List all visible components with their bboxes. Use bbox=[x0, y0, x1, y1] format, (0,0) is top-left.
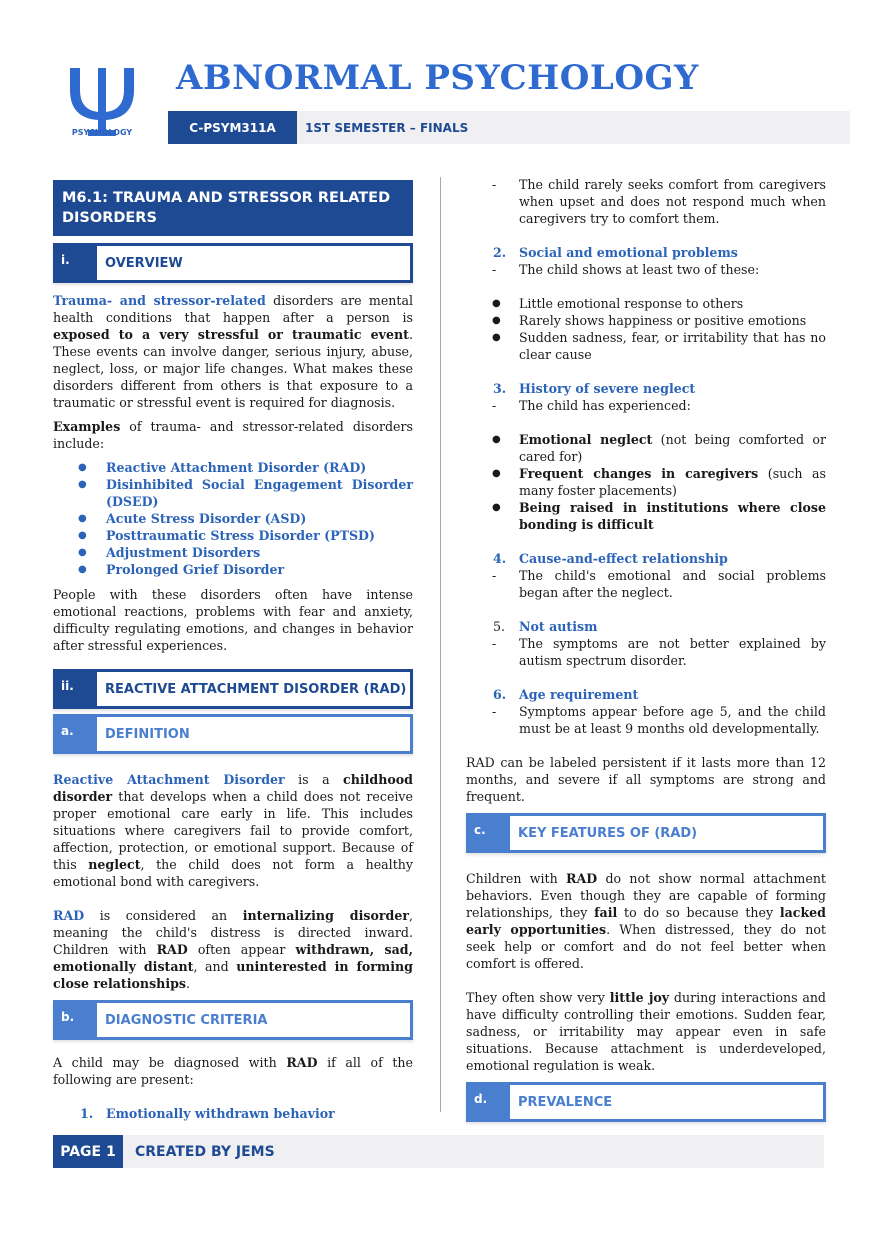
features-paragraph-2: They often show very little joy during interactions and have difficulty controlling their emotions. Sudden fear, sadness, or irritability may appear even in safe situations. Because attachment is underdeveloped, emotional regulation is weak. bbox=[466, 990, 826, 1073]
page-number: PAGE 1 bbox=[53, 1135, 123, 1168]
features-paragraph-1: Children with RAD do not show normal attachment behaviors. Even though they are capable of forming relationships, they fail to do so because they lacked early opportunities. When distressed, they do not seek help or comfort and do not feel better when comfort is offered. bbox=[466, 871, 826, 971]
section-header-overview bbox=[53, 243, 413, 283]
section-tag: ii. bbox=[53, 672, 97, 706]
list-item: ● Reactive Attachment Disorder (RAD) bbox=[78, 459, 413, 476]
overview-paragraph-2: People with these disorders often have intense emotional reactions, problems with fear and anxiety, difficulty regulating emotions, and changes in behavior after stressful experiences. bbox=[53, 587, 413, 653]
module-title: M6.1: TRAUMA AND STRESSOR RELATED DISORDERS bbox=[53, 180, 413, 236]
left-column bbox=[53, 180, 413, 1122]
criterion-3-list bbox=[466, 431, 826, 533]
semester-label: 1ST SEMESTER – FINALS bbox=[305, 120, 469, 135]
criterion-4-heading: 4. Cause-and-effect relationship bbox=[493, 551, 728, 566]
criterion-3-heading: 3. History of severe neglect bbox=[493, 381, 696, 396]
section-header-prevalence bbox=[466, 1082, 826, 1122]
definition-paragraph-1: Reactive Attachment Disorder is a childhood disorder that develops when a child does not receive proper emotional care early in life. This includes situations where caregivers fail to provide comfort, affection, protection, or emotional support. Because of this neglect, the child does not form a healthy emotional bond with caregivers. bbox=[53, 772, 413, 889]
logo-caption: PSYCHOLOGY bbox=[71, 128, 133, 137]
criterion-1-text: - The child rarely seeks comfort from caregivers when upset and does not respond much when caregivers try to comfort them. bbox=[492, 177, 826, 226]
section-header-features bbox=[466, 813, 826, 853]
column-divider bbox=[440, 177, 441, 1112]
criteria-summary: RAD can be labeled persistent if it lasts more than 12 months, and severe if all symptoms are strong and frequent. bbox=[466, 755, 826, 804]
section-tag: c. bbox=[466, 816, 510, 850]
list-item: ● Frequent changes in caregivers (such as many foster placements) bbox=[466, 465, 826, 499]
criterion-2-heading: 2. Social and emotional problems bbox=[493, 245, 738, 260]
list-item: ● Little emotional response to others bbox=[466, 295, 826, 312]
right-column bbox=[466, 176, 826, 1122]
section-header-rad bbox=[53, 669, 413, 709]
section-header-definition bbox=[53, 714, 413, 754]
course-code: C-PSYM311A bbox=[168, 111, 297, 144]
criterion-2-text: - The child shows at least two of these: bbox=[492, 262, 760, 277]
definition-paragraph-2: RAD is considered an internalizing disorder, meaning the child's distress is directed inward. Children with RAD often appear withdrawn, sad, emotionally distant, and uninterested in forming close relationships. bbox=[53, 908, 413, 991]
footer-credit: CREATED BY JEMS bbox=[135, 1143, 275, 1160]
section-title: REACTIVE ATTACHMENT DISORDER (RAD) bbox=[105, 681, 407, 697]
section-tag: a. bbox=[53, 717, 97, 751]
list-item: ● Adjustment Disorders bbox=[78, 544, 413, 561]
page-title: ABNORMAL PSYCHOLOGY bbox=[176, 58, 699, 98]
list-item: ● Emotional neglect (not being comforted or cared for) bbox=[466, 431, 826, 465]
list-item: ● Posttraumatic Stress Disorder (PTSD) bbox=[78, 527, 413, 544]
section-header-criteria bbox=[53, 1000, 413, 1040]
criterion-6-text: - Symptoms appear before age 5, and the child must be at least 9 months old developmentally. bbox=[492, 704, 826, 736]
criterion-2-list bbox=[466, 295, 826, 363]
section-tag: i. bbox=[53, 246, 97, 280]
section-title: DEFINITION bbox=[105, 726, 190, 742]
criterion-4-text: - The child's emotional and social problems began after the neglect. bbox=[492, 568, 826, 600]
criterion-5-heading: 5. Not autism bbox=[493, 619, 598, 634]
examples-intro: Examples of trauma- and stressor-related disorders include: bbox=[53, 419, 413, 451]
list-item: ● Sudden sadness, fear, or irritability that has no clear cause bbox=[466, 329, 826, 363]
criterion-3-text: - The child has experienced: bbox=[492, 398, 691, 413]
section-title: KEY FEATURES OF (RAD) bbox=[518, 825, 698, 841]
list-item: ● Prolonged Grief Disorder bbox=[78, 561, 413, 578]
section-title: PREVALENCE bbox=[518, 1094, 613, 1110]
criterion-5-text: - The symptoms are not better explained by autism spectrum disorder. bbox=[492, 636, 826, 668]
list-item: ● Disinhibited Social Engagement Disorder (DSED) bbox=[78, 476, 413, 510]
section-tag: b. bbox=[53, 1003, 97, 1037]
section-tag: d. bbox=[466, 1085, 510, 1119]
section-title: OVERVIEW bbox=[105, 255, 183, 271]
section-title: DIAGNOSTIC CRITERIA bbox=[105, 1012, 268, 1028]
list-item: ● Being raised in institutions where close bonding is difficult bbox=[466, 499, 826, 533]
overview-paragraph-1: Trauma- and stressor-related disorders are mental health conditions that happen after a person is exposed to a very stressful or traumatic event. These events can involve danger, serious injury, abuse, neglect, loss, or major life changes. What makes these disorders different from others is that exposure to a traumatic or stressful event is required for diagnosis. bbox=[53, 293, 413, 410]
list-item: ● Acute Stress Disorder (ASD) bbox=[78, 510, 413, 527]
criterion-6-heading: 6. Age requirement bbox=[493, 687, 639, 702]
criterion-1-heading: 1. Emotionally withdrawn behavior bbox=[80, 1106, 335, 1121]
list-item: ● Rarely shows happiness or positive emotions bbox=[466, 312, 826, 329]
examples-list bbox=[78, 459, 413, 578]
criteria-intro: A child may be diagnosed with RAD if all of the following are present: bbox=[53, 1055, 413, 1087]
